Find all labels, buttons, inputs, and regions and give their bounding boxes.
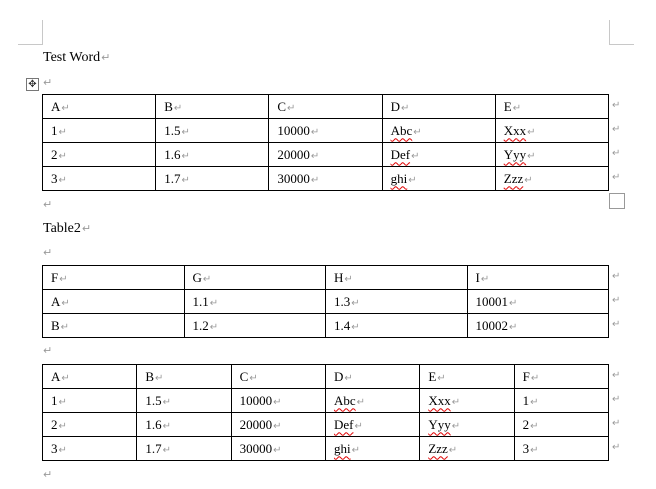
table-cell[interactable] [137, 437, 231, 461]
cell-end-mark: ↵ [408, 174, 417, 186]
table-cell[interactable] [420, 365, 514, 389]
table-cell[interactable] [231, 389, 325, 413]
cell-end-mark: ↵ [209, 297, 219, 309]
cell-text: 1.1 [192, 293, 209, 309]
table-cell[interactable] [43, 167, 156, 191]
row-end-mark: ↵ [612, 100, 621, 111]
cell-text: C [239, 368, 249, 384]
cell-end-mark: ↵ [356, 396, 366, 408]
cell-end-mark: ↵ [181, 150, 190, 162]
table-cell[interactable] [420, 413, 514, 437]
table-3[interactable] [42, 364, 609, 461]
cell-text: 30000 [239, 440, 273, 456]
cell-text: A [51, 293, 61, 309]
cell-end-mark: ↵ [155, 372, 164, 384]
table-cell[interactable] [231, 437, 325, 461]
table-cell[interactable] [156, 119, 269, 143]
table2-heading-text: Table2 [43, 221, 81, 236]
row-end-mark: ↵ [612, 442, 621, 453]
cell-text: A [51, 368, 61, 384]
table-cell[interactable] [382, 143, 495, 167]
heading-text: Test Word [43, 50, 101, 65]
cell-text: 1.4 [334, 317, 351, 333]
table-cell[interactable] [269, 119, 382, 143]
table-row [43, 167, 609, 191]
cell-text: 30000 [277, 170, 310, 186]
cell-end-mark: ↵ [181, 174, 190, 186]
table-2[interactable] [42, 265, 609, 338]
cell-text: F [51, 269, 59, 285]
cell-text: 1.5 [145, 392, 162, 408]
table-cell[interactable] [467, 290, 609, 314]
table-cell[interactable] [420, 437, 514, 461]
cell-end-mark: ↵ [58, 150, 67, 162]
table-cell[interactable] [420, 389, 514, 413]
cell-text: D [333, 368, 344, 384]
cell-end-mark: ↵ [202, 273, 212, 285]
table-cell[interactable] [326, 314, 468, 338]
table-cell[interactable] [326, 266, 468, 290]
cell-text: 1 [522, 392, 530, 408]
table-1[interactable] [42, 94, 609, 191]
table-cell[interactable] [495, 167, 608, 191]
cell-text: 3 [51, 170, 58, 186]
table-cell[interactable] [156, 143, 269, 167]
table-cell[interactable] [495, 95, 608, 119]
paragraph-mark: ↵ [101, 51, 111, 64]
cell-text: F [522, 368, 530, 384]
cell-text: 1.7 [164, 170, 181, 186]
cell-text: 1.6 [164, 146, 181, 162]
cell-end-mark: ↵ [351, 444, 360, 456]
table-cell[interactable] [514, 437, 608, 461]
paragraph-mark: ↵ [43, 76, 53, 89]
table-row [43, 365, 609, 389]
row-end-marks [612, 94, 626, 190]
cell-end-mark: ↵ [61, 297, 70, 309]
heading-paragraph[interactable] [43, 50, 110, 66]
cell-end-mark: ↵ [530, 396, 539, 408]
cell-text: B [51, 317, 60, 333]
table-cell[interactable] [495, 143, 608, 167]
table-cell[interactable] [325, 413, 419, 437]
cell-end-mark: ↵ [524, 174, 533, 186]
cell-text: 10001 [475, 293, 508, 309]
cell-end-mark: ↵ [530, 444, 539, 456]
table-cell[interactable] [269, 167, 382, 191]
cell-end-mark: ↵ [181, 126, 190, 138]
cell-end-mark: ↵ [451, 396, 461, 408]
cell-text: 2 [51, 416, 58, 432]
table-cell[interactable] [495, 119, 608, 143]
cell-end-mark: ↵ [509, 321, 518, 333]
cell-text: Def [333, 416, 354, 432]
cell-text: G [192, 269, 202, 285]
cell-end-mark: ↵ [273, 420, 282, 432]
cell-text: 1.5 [164, 122, 181, 138]
cell-text: 1 [51, 122, 58, 138]
table-move-handle-icon[interactable]: ✥ [26, 78, 39, 91]
table-row [43, 314, 609, 338]
table-cell[interactable] [514, 365, 608, 389]
cell-end-mark: ↵ [310, 150, 320, 162]
table-cell[interactable] [184, 266, 326, 290]
cell-text: Yyy [503, 146, 527, 162]
cell-text: 20000 [239, 416, 273, 432]
top-left-crop-mark [18, 20, 43, 45]
table-cell[interactable] [43, 290, 185, 314]
table-cell[interactable] [137, 389, 231, 413]
cell-end-mark: ↵ [58, 444, 67, 456]
table-cell[interactable] [156, 167, 269, 191]
table-cell[interactable] [326, 290, 468, 314]
cell-text: Abc [390, 122, 413, 138]
cell-end-mark: ↵ [209, 321, 219, 333]
cell-end-mark: ↵ [400, 102, 410, 114]
table-cell[interactable] [514, 389, 608, 413]
cell-end-mark: ↵ [509, 297, 518, 309]
cell-text: Def [390, 146, 411, 162]
table-cell[interactable] [269, 95, 382, 119]
row-end-mark: ↵ [612, 271, 621, 282]
table-cell[interactable] [325, 437, 419, 461]
row-end-mark: ↵ [612, 394, 621, 405]
cell-text: C [277, 98, 287, 114]
table-row [43, 95, 609, 119]
cell-end-mark: ↵ [351, 297, 360, 309]
cell-end-mark: ↵ [249, 372, 258, 384]
table-cell[interactable] [43, 314, 185, 338]
cell-end-mark: ↵ [480, 273, 490, 285]
cell-text: Abc [333, 392, 356, 408]
table-resize-handle[interactable] [609, 193, 625, 209]
cell-text: 10000 [239, 392, 273, 408]
cell-text: H [334, 269, 344, 285]
cell-text: ghi [390, 170, 408, 186]
cell-text: A [51, 98, 61, 114]
paragraph-mark: ↵ [81, 222, 92, 235]
row-end-marks [612, 364, 626, 460]
table-cell[interactable] [231, 365, 325, 389]
cell-text: ghi [333, 440, 351, 456]
cell-end-mark: ↵ [527, 150, 536, 162]
row-end-mark: ↵ [612, 370, 621, 381]
cell-end-mark: ↵ [162, 420, 171, 432]
table-cell[interactable] [514, 413, 608, 437]
table-row [43, 143, 609, 167]
cell-text: 2 [522, 416, 530, 432]
cell-text: 1.2 [192, 317, 209, 333]
cell-text: 3 [51, 440, 58, 456]
cell-end-mark: ↵ [530, 420, 539, 432]
table-cell[interactable] [43, 413, 137, 437]
cell-end-mark: ↵ [58, 420, 67, 432]
row-end-mark: ↵ [612, 124, 621, 135]
table-cell[interactable] [43, 143, 156, 167]
cell-text: Xxx [428, 392, 451, 408]
table-row [43, 413, 609, 437]
table-cell[interactable] [137, 365, 231, 389]
cell-end-mark: ↵ [273, 444, 282, 456]
cell-end-mark: ↵ [512, 102, 522, 114]
cell-end-mark: ↵ [351, 321, 360, 333]
cell-end-mark: ↵ [354, 420, 363, 432]
cell-end-mark: ↵ [59, 273, 68, 285]
paragraph-mark: ↵ [43, 198, 53, 211]
cell-text: I [475, 269, 480, 285]
cell-text: 1.7 [145, 440, 162, 456]
cell-end-mark: ↵ [173, 102, 183, 114]
paragraph-mark: ↵ [43, 344, 53, 357]
cell-end-mark: ↵ [162, 396, 171, 408]
cell-text: 3 [522, 440, 530, 456]
paragraph-mark: ↵ [43, 246, 53, 259]
cell-end-mark: ↵ [451, 420, 461, 432]
cell-text: D [390, 98, 400, 114]
table-cell[interactable] [43, 389, 137, 413]
table-cell[interactable] [269, 143, 382, 167]
table-row [43, 290, 609, 314]
cell-text: 10000 [277, 122, 310, 138]
cell-text: 10002 [475, 317, 508, 333]
top-right-crop-mark [609, 20, 634, 45]
cell-text: Zzz [503, 170, 524, 186]
cell-text: B [145, 368, 154, 384]
cell-end-mark: ↵ [273, 396, 282, 408]
table-row [43, 389, 609, 413]
cell-text: Xxx [503, 122, 527, 138]
cell-end-mark: ↵ [310, 126, 320, 138]
cell-text: E [428, 368, 437, 384]
cell-text: Yyy [428, 416, 451, 432]
table-cell[interactable] [382, 167, 495, 191]
row-end-mark: ↵ [612, 172, 621, 183]
cell-end-mark: ↵ [61, 372, 70, 384]
table-cell[interactable] [325, 365, 419, 389]
table-cell[interactable] [43, 365, 137, 389]
table-cell[interactable] [43, 95, 156, 119]
row-end-mark: ↵ [612, 319, 621, 330]
paragraph-mark: ↵ [43, 468, 53, 481]
table-row [43, 437, 609, 461]
table-cell[interactable] [43, 119, 156, 143]
table-cell[interactable] [184, 314, 326, 338]
table2-heading-paragraph[interactable] [43, 221, 91, 237]
cell-end-mark: ↵ [287, 102, 296, 114]
cell-end-mark: ↵ [530, 372, 540, 384]
cell-text: 1.6 [145, 416, 162, 432]
table-row [43, 119, 609, 143]
cell-end-mark: ↵ [162, 444, 171, 456]
row-end-mark: ↵ [612, 295, 621, 306]
table-cell[interactable] [231, 413, 325, 437]
table-row [43, 266, 609, 290]
cell-text: 20000 [277, 146, 310, 162]
table-cell[interactable] [43, 266, 185, 290]
table-cell[interactable] [382, 95, 495, 119]
cell-text: B [164, 98, 173, 114]
cell-end-mark: ↵ [527, 126, 536, 138]
cell-end-mark: ↵ [344, 273, 353, 285]
table-cell[interactable] [137, 413, 231, 437]
cell-end-mark: ↵ [411, 150, 420, 162]
cell-text: E [503, 98, 512, 114]
cell-end-mark: ↵ [60, 321, 70, 333]
cell-end-mark: ↵ [448, 444, 458, 456]
cell-text: 1.3 [334, 293, 351, 309]
cell-end-mark: ↵ [413, 126, 422, 138]
cell-end-mark: ↵ [58, 174, 67, 186]
table-cell[interactable] [325, 389, 419, 413]
cell-text: 1 [51, 392, 58, 408]
row-end-mark: ↵ [612, 418, 621, 429]
table-cell[interactable] [467, 314, 609, 338]
cell-end-mark: ↵ [437, 372, 446, 384]
cell-end-mark: ↵ [58, 396, 67, 408]
cell-text: 2 [51, 146, 58, 162]
table-cell[interactable] [43, 437, 137, 461]
table-cell[interactable] [184, 290, 326, 314]
table-cell[interactable] [382, 119, 495, 143]
cell-text: Zzz [428, 440, 448, 456]
cell-end-mark: ↵ [61, 102, 70, 114]
row-end-mark: ↵ [612, 148, 621, 159]
table-cell[interactable] [467, 266, 609, 290]
row-end-marks [612, 265, 626, 337]
cell-end-mark: ↵ [58, 126, 67, 138]
table-cell[interactable] [156, 95, 269, 119]
cell-end-mark: ↵ [310, 174, 320, 186]
cell-end-mark: ↵ [344, 372, 353, 384]
